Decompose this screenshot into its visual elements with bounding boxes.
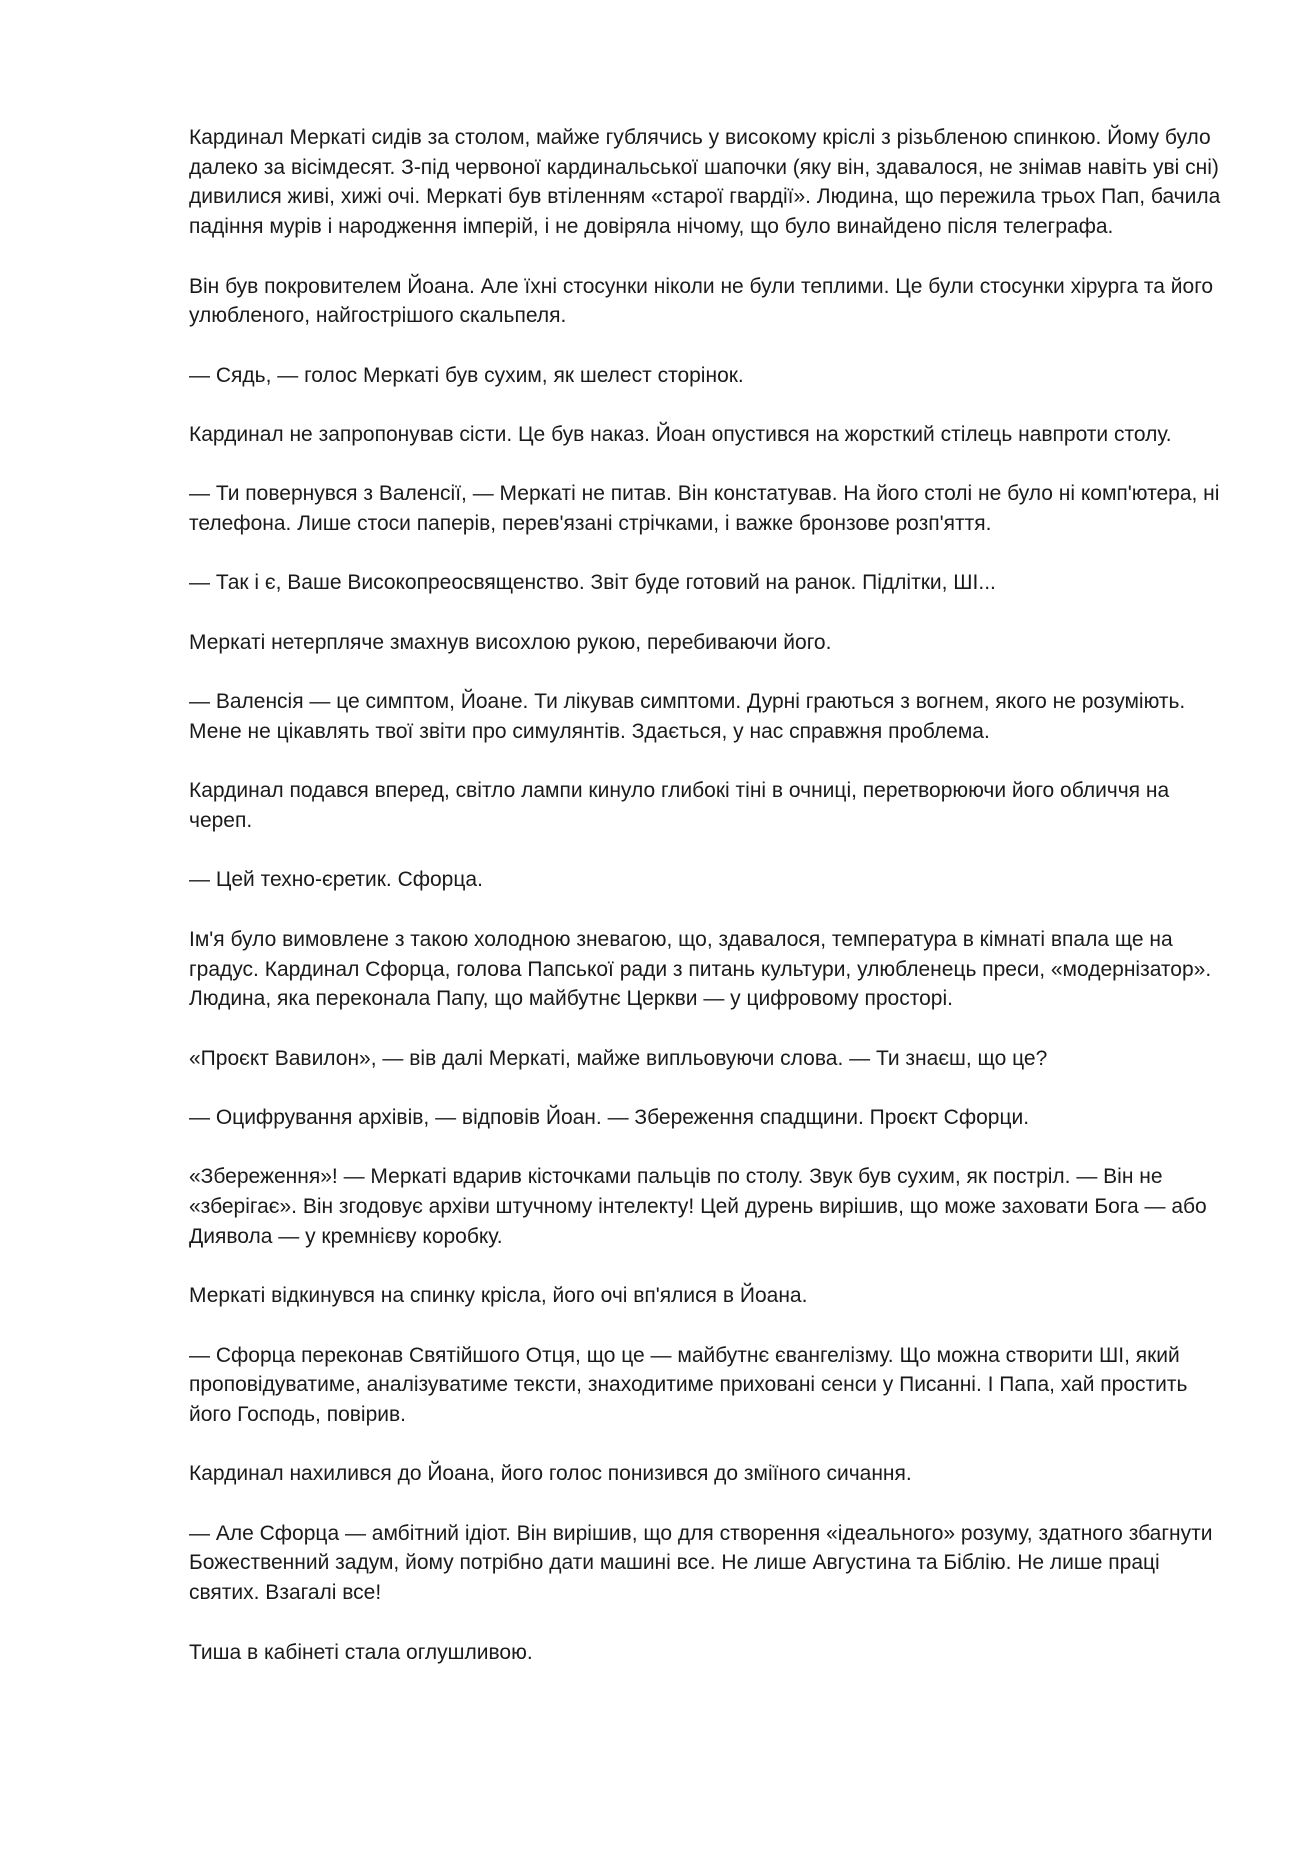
paragraph: Тиша в кабінеті стала оглушливою.: [189, 1640, 533, 1664]
paragraph: — Цей техно-єретик. Сфорца.: [189, 868, 483, 892]
paragraph: — Валенсія — це симптом, Йоане. Ти лікував симптоми. Дурні граються з вогнем, якого не розуміють. Мене не цікавлять твої звіти про симулянтів. Здається, у нас справжня проблема.: [189, 690, 1186, 743]
paragraph: Кардинал нахилився до Йоана, його голос понизився до зміїного сичання.: [189, 1462, 912, 1486]
paragraph: — Ти повернувся з Валенсії, — Меркаті не питав. Він констатував. На його столі не було ні комп'ютера, ні телефона. Лише стоси паперів, перев'язані стрічками, і важке бронзове розп'яття.: [189, 482, 1220, 536]
paragraph: — Так і є, Ваше Високопреосвященство. Звіт буде готовий на ранок. Підлітки, ШІ...: [189, 571, 996, 595]
paragraph: Ім'я було вимовлене з такою холодною зневагою, що, здавалося, температура в кімнаті впала ще на градус. Кардинал Сфорца, голова Папської ради з питань культури, улюбленець преси, «модернізатор». Людина, яка переконала Папу, що майбутнє Церкви — у цифровому просторі.: [189, 927, 1212, 1011]
paragraph: — Сфорца переконав Святійшого Отця, що це — майбутнє євангелізму. Що можна створити ШІ, який проповідуватиме, аналізуватиме тексти, знаходитиме приховані сенси у Писанні. І Папа, хай простить його Господь, повірив.: [189, 1343, 1188, 1426]
paragraph: Меркаті нетерпляче змахнув висохлою рукою, перебиваючи його.: [189, 630, 832, 654]
paragraph: «Проєкт Вавилон», — вів далі Меркаті, майже випльовуючи слова. — Ти знаєш, що це?: [189, 1046, 1048, 1070]
document-body: [189, 123, 1229, 1697]
paragraph: — Але Сфорца — амбітний ідіот. Він вирішив, що для створення «ідеального» розуму, здатного збагнути Божественний задум, йому потрібно дати машині все. Не лише Августина та Біблію. Не лише праці святих. Взагалі все!: [189, 1521, 1213, 1605]
paragraph: — Оцифрування архівів, — відповів Йоан. — Збереження спадщини. Проєкт Сфорци.: [189, 1106, 1030, 1130]
paragraph: Кардинал Меркаті сидів за столом, майже гублячись у високому кріслі з різьбленою спинкою. Йому було далеко за вісімдесят. З-під червоної кардинальської шапочки (яку він, здавалося, не знімав навіть уві сні) дивилися живі, хижі очі. Меркаті був втіленням «старої гвардії». Людина, що пережила трьох Пап, бачила падіння мурів і народження імперій, і не довіряла нічому, що було винайдено після телеграфа.: [189, 126, 1221, 239]
paragraph: Кардинал подався вперед, світло лампи кинуло глибокі тіні в очниці, перетворюючи його обличчя на череп.: [189, 779, 1170, 833]
paragraph: Він був покровителем Йоана. Але їхні стосунки ніколи не були теплими. Це були стосунки хірурга та його улюбленого, найгострішого скальпеля.: [189, 274, 1214, 328]
paragraph: Меркаті відкинувся на спинку крісла, його очі вп'ялися в Йоана.: [189, 1284, 808, 1308]
paragraph: — Сядь, — голос Меркаті був сухим, як шелест сторінок.: [189, 363, 744, 387]
paragraph: Кардинал не запропонував сісти. Це був наказ. Йоан опустився на жорсткий стілець навпроти столу.: [189, 422, 1172, 446]
paragraph: «Збереження»! — Меркаті вдарив кісточками пальців по столу. Звук був сухим, як постріл. — Він не «зберігає». Він згодовує архіви штучному інтелекту! Цей дурень вирішив, що може заховати Бога — або Диявола — у кремнієву коробку.: [189, 1165, 1207, 1248]
